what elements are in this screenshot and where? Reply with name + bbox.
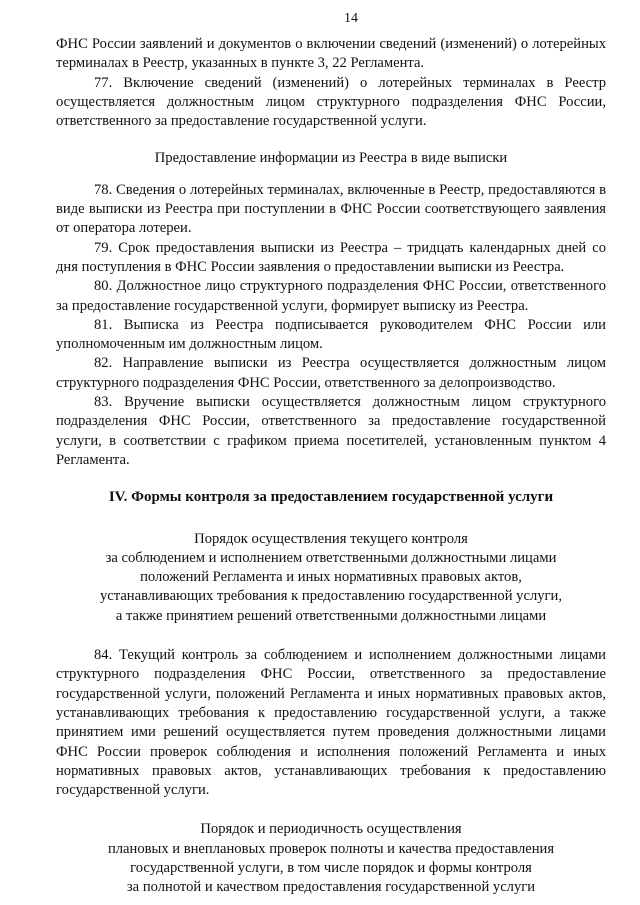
paragraph-83: 83. Вручение выписки осуществляется должностным лицом структурного подразделения ФНС России, ответственного за предоставление государственной услуги, в соответствии с графиком приема посетителей, установленным пунктом 4 Регламента. bbox=[56, 394, 606, 468]
paragraph-79: 79. Срок предоставления выписки из Реестра – тридцать календарных дней со дня поступления в ФНС России заявления о предоставлении выписки из Реестра. bbox=[56, 239, 606, 275]
page-number: 14 bbox=[344, 11, 358, 26]
heading-line: государственной услуги, в том числе порядок и формы контроля bbox=[130, 859, 532, 876]
heading-line: устанавливающих требования к предоставлению государственной услуги, bbox=[100, 588, 562, 605]
heading-line: за полнотой и качеством предоставления государственной услуги bbox=[126, 879, 536, 896]
paragraph-80: 80. Должностное лицо структурного подразделения ФНС России, ответственного за предоставление государственной услуги, формирует выписку из Реестра. bbox=[56, 278, 606, 314]
section-heading-iv: IV. Формы контроля за предоставлением государственной услуги bbox=[108, 489, 554, 506]
continuation-paragraph: ФНС России заявлений и документов о включении сведений (изменений) о лотерейных терминалах в Реестр, указанных в пункте 3, 22 Регламента. bbox=[56, 36, 606, 72]
paragraph-77: 77. Включение сведений (изменений) о лотерейных терминалах в Реестр осуществляется должностным лицом структурного подразделения ФНС России, ответственного за предоставление государственной услуги. bbox=[56, 74, 606, 130]
heading-line: плановых и внеплановых проверок полноты и качества предоставления bbox=[107, 840, 555, 857]
paragraph-81: 81. Выписка из Реестра подписывается руководителем ФНС России или уполномоченным им должностным лицом. bbox=[56, 316, 606, 353]
heading-line: а также принятием решений ответственными должностными лицами bbox=[115, 607, 547, 624]
heading-inspection-order bbox=[56, 820, 606, 897]
heading-line: Порядок осуществления текущего контроля bbox=[194, 530, 468, 547]
paragraph-84: 84. Текущий контроль за соблюдением и исполнением должностными лицами структурного подразделения ФНС России, ответственного за предоставление государственной услуги, положений Регламента и иных нормативных правовых актов, устанавливающих требования к предоставлению государственной услуги, а также принятием ими решений осуществляется путем проведения должностными лицами ФНС России проверок соблюдения и исполнения положений Регламента и иных нормативных правовых актов, устанавливающих требования к предоставлению государственной услуги. bbox=[56, 647, 606, 799]
heading-line: за соблюдением и исполнением ответственными должностными лицами bbox=[105, 549, 557, 566]
paragraph-82: 82. Направление выписки из Реестра осуществляется должностным лицом структурного подразделения ФНС России, ответственного за делопроизводство. bbox=[56, 355, 606, 391]
subheading-extract: Предоставление информации из Реестра в виде выписки bbox=[154, 150, 508, 167]
heading-line: положений Регламента и иных нормативных правовых актов, bbox=[140, 569, 522, 586]
heading-line: Порядок и периодичность осуществления bbox=[200, 821, 462, 838]
heading-current-control bbox=[56, 530, 606, 626]
paragraph-78: 78. Сведения о лотерейных терминалах, включенные в Реестр, предоставляются в виде выписки из Реестра при поступлении в ФНС России соответствующего заявления от оператора лотереи. bbox=[56, 181, 606, 237]
